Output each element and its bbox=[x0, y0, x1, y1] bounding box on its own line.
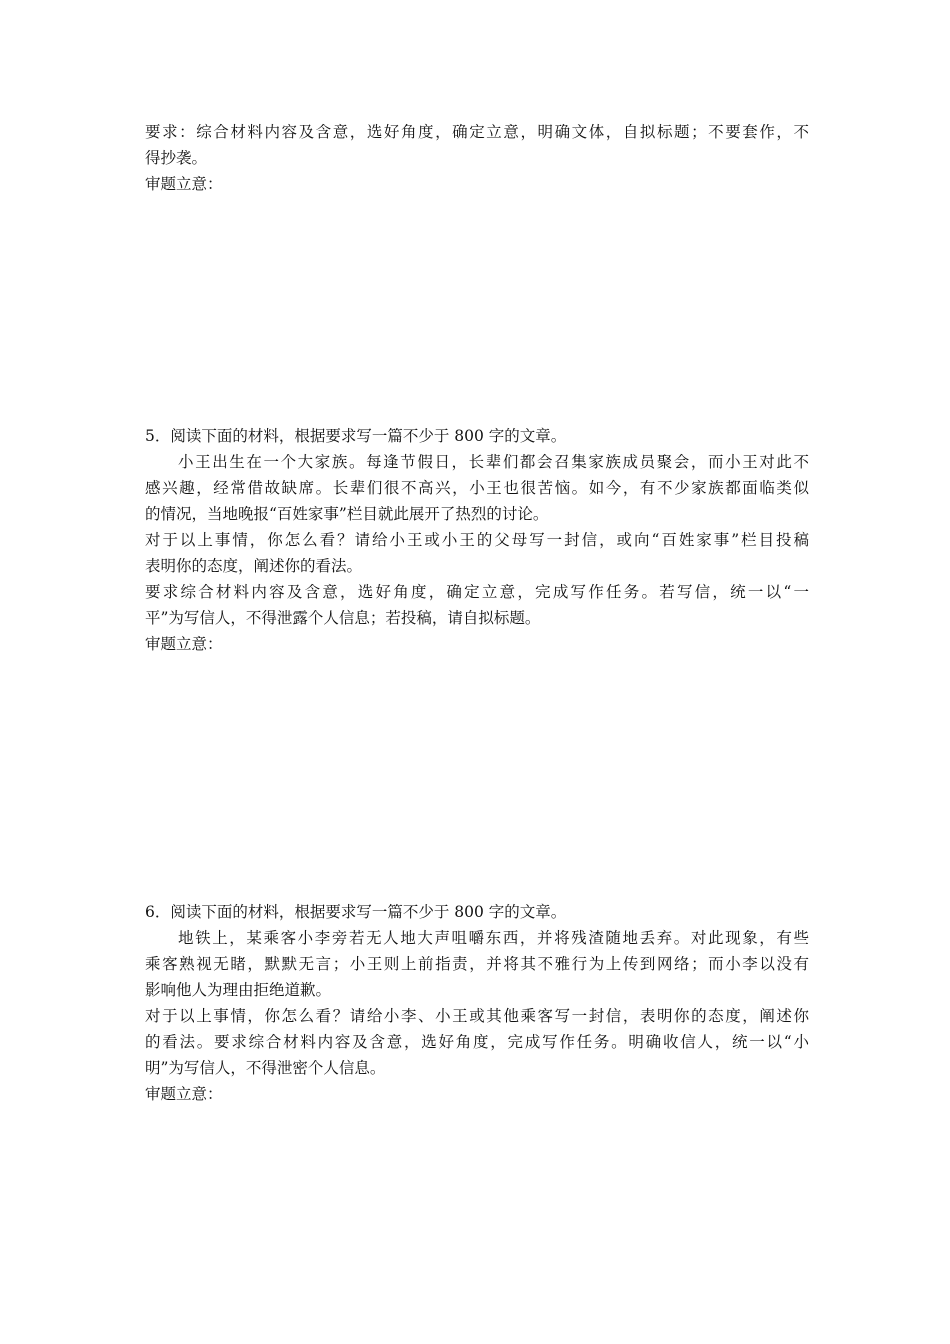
top-requirements bbox=[145, 119, 809, 197]
question-5-analysis-label: 审题立意： bbox=[145, 635, 223, 653]
question-6-task-line-3: 明”为写信人，不得泄密个人信息。 bbox=[145, 1059, 386, 1077]
question-6-task-line-1: 对于以上事情，你怎么看？请给小李、小王或其他乘客写一封信，表明你的态度，阐述你 bbox=[145, 1007, 809, 1025]
question-6-material-line-2: 乘客熟视无睹，默默无言；小王则上前指责，并将其不雅行为上传到网络；而小李以没有 bbox=[145, 955, 809, 973]
analysis-label: 审题立意： bbox=[145, 175, 223, 193]
question-5-title: 5．阅读下面的材料，根据要求写一篇不少于 800 字的文章。 bbox=[145, 427, 567, 445]
question-6-material-line-1: 地铁上，某乘客小李旁若无人地大声咀嚼东西，并将残渣随地丢弃。对此现象，有些 bbox=[178, 929, 809, 947]
question-5 bbox=[145, 423, 809, 657]
question-6 bbox=[145, 899, 809, 1107]
question-5-material-line-1: 小王出生在一个大家族。每逢节假日，长辈们都会召集家族成员聚会，而小王对此不 bbox=[178, 453, 809, 471]
question-5-requirement-line-2: 平”为写信人，不得泄露个人信息；若投稿，请自拟标题。 bbox=[145, 609, 541, 627]
question-5-task-line-1: 对于以上事情，你怎么看？请给小王或小王的父母写一封信，或向“百姓家事”栏目投稿 bbox=[145, 531, 809, 549]
question-5-task-line-2: 表明你的态度，阐述你的看法。 bbox=[145, 557, 363, 575]
question-6-analysis-label: 审题立意： bbox=[145, 1085, 223, 1103]
question-6-task-line-2: 的看法。要求综合材料内容及含意，选好角度，完成写作任务。明确收信人，统一以“小 bbox=[145, 1033, 809, 1051]
question-6-title: 6．阅读下面的材料，根据要求写一篇不少于 800 字的文章。 bbox=[145, 903, 567, 921]
question-5-requirement-line-1: 要求综合材料内容及含意，选好角度，确定立意，完成写作任务。若写信，统一以“一 bbox=[145, 583, 809, 601]
requirement-line-1: 要求：综合材料内容及含意，选好角度，确定立意，明确文体，自拟标题；不要套作，不 bbox=[145, 123, 809, 141]
question-6-material-line-3: 影响他人为理由拒绝道歉。 bbox=[145, 981, 332, 999]
question-5-material-line-3: 的情况，当地晚报“百姓家事”栏目就此展开了热烈的讨论。 bbox=[145, 505, 549, 523]
requirement-line-2: 得抄袭。 bbox=[145, 149, 208, 167]
question-5-material-line-2: 感兴趣，经常借故缺席。长辈们很不高兴，小王也很苦恼。如今，有不少家族都面临类似 bbox=[145, 479, 809, 497]
